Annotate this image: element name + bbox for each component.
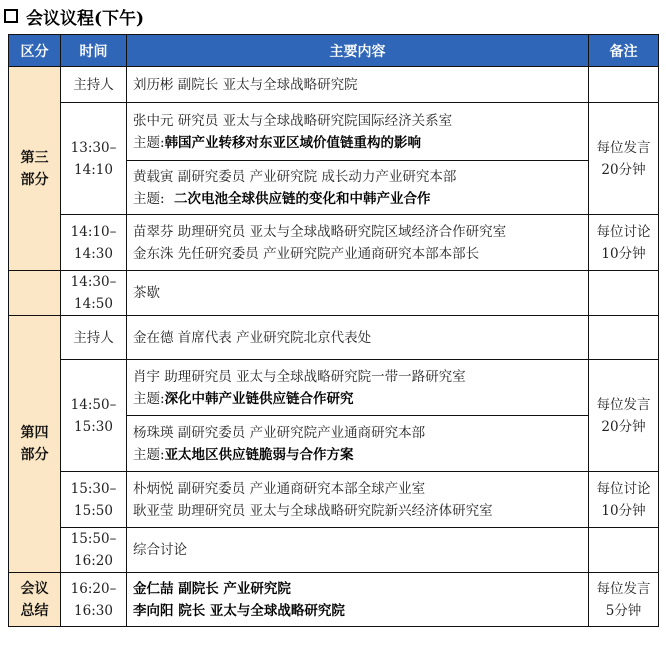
- speaker-cell: 肖宇 助理研究员 亚太与全球战略研究院一带一路研究室 主题:深化中韩产业链供应链合作研究: [127, 360, 589, 416]
- time-cell: 14:10– 14:30: [61, 215, 127, 271]
- note-empty: [589, 528, 659, 573]
- host-label: 主持人: [61, 316, 127, 360]
- header-section: 区分: [9, 35, 61, 67]
- host-label: 主持人: [61, 67, 127, 103]
- agenda-title: 会议议程(下午): [26, 8, 145, 29]
- host-content: 金在德 首席代表 产业研究院北京代表处: [127, 316, 589, 360]
- time-cell: 13:30– 14:10: [61, 103, 127, 215]
- table-row: [9, 316, 659, 360]
- table-row: [9, 472, 659, 528]
- note-empty: [589, 316, 659, 360]
- section-break: [9, 271, 61, 316]
- table-row: [9, 573, 659, 627]
- note-empty: [589, 67, 659, 103]
- agenda-heading: [4, 2, 144, 30]
- note-cell: 每位发言 5分钟: [589, 573, 659, 627]
- table-row: [9, 528, 659, 573]
- speaker-cell: 杨珠瑛 副研究委员 产业研究院产业通商研究本部 主题:亚太地区供应链脆弱与合作方案: [127, 416, 589, 472]
- agenda-table: [8, 34, 659, 627]
- discussion-cell: 综合讨论: [127, 528, 589, 573]
- header-time: 时间: [61, 35, 127, 67]
- topic-title: 韩国产业转移对东亚区域价值链重构的影响: [164, 134, 422, 151]
- note-cell: 每位讨论 10分钟: [589, 215, 659, 271]
- section-part4: 第四 部分: [9, 316, 61, 573]
- time-cell: 15:30– 15:50: [61, 472, 127, 528]
- time-cell: 16:20– 16:30: [61, 573, 127, 627]
- section-summary: 会议 总结: [9, 573, 61, 627]
- table-header-row: [9, 35, 659, 67]
- topic-title: 二次电池全球供应链的变化和中韩产业合作: [164, 190, 431, 207]
- time-cell: 15:50– 16:20: [61, 528, 127, 573]
- checkbox-square-icon: [4, 9, 18, 23]
- speaker-cell: 黄载寅 副研究委员 产业研究院 成长动力产业研究本部 主题: 二次电池全球供应链的变化和中韩产业合作: [127, 161, 589, 215]
- host-content: 刘历彬 副院长 亚太与全球战略研究院: [127, 67, 589, 103]
- note-cell: 每位发言 20分钟: [589, 103, 659, 215]
- time-cell: 14:30– 14:50: [61, 271, 127, 316]
- table-row: [9, 215, 659, 271]
- table-row: [9, 103, 659, 161]
- topic-title: 深化中韩产业链供应链合作研究: [164, 390, 354, 407]
- table-row: [9, 67, 659, 103]
- note-empty: [589, 271, 659, 316]
- note-cell: 每位讨论 10分钟: [589, 472, 659, 528]
- table-row: [9, 271, 659, 316]
- header-content: 主要内容: [127, 35, 589, 67]
- time-cell: 14:50– 15:30: [61, 360, 127, 472]
- table-row: [9, 360, 659, 416]
- topic-title: 亚太地区供应链脆弱与合作方案: [164, 446, 354, 463]
- note-cell: 每位发言 20分钟: [589, 360, 659, 472]
- speaker-cell: 张中元 研究员 亚太与全球战略研究院国际经济关系室 主题:韩国产业转移对东亚区域价值链重构的影响: [127, 103, 589, 161]
- summary-cell: 金仁喆 副院长 产业研究院 李向阳 院长 亚太与全球战略研究院: [127, 573, 589, 627]
- section-part3: 第三 部分: [9, 67, 61, 271]
- discussant-cell: 苗翠芬 助理研究员 亚太与全球战略研究院区域经济合作研究室 金东洙 先任研究委员 产业研究院产业通商研究本部本部长: [127, 215, 589, 271]
- break-cell: 茶歇: [127, 271, 589, 316]
- header-note: 备注: [589, 35, 659, 67]
- discussant-cell: 朴炳悦 副研究委员 产业通商研究本部全球产业室 耿亚莹 助理研究员 亚太与全球战略研究院新兴经济体研究室: [127, 472, 589, 528]
